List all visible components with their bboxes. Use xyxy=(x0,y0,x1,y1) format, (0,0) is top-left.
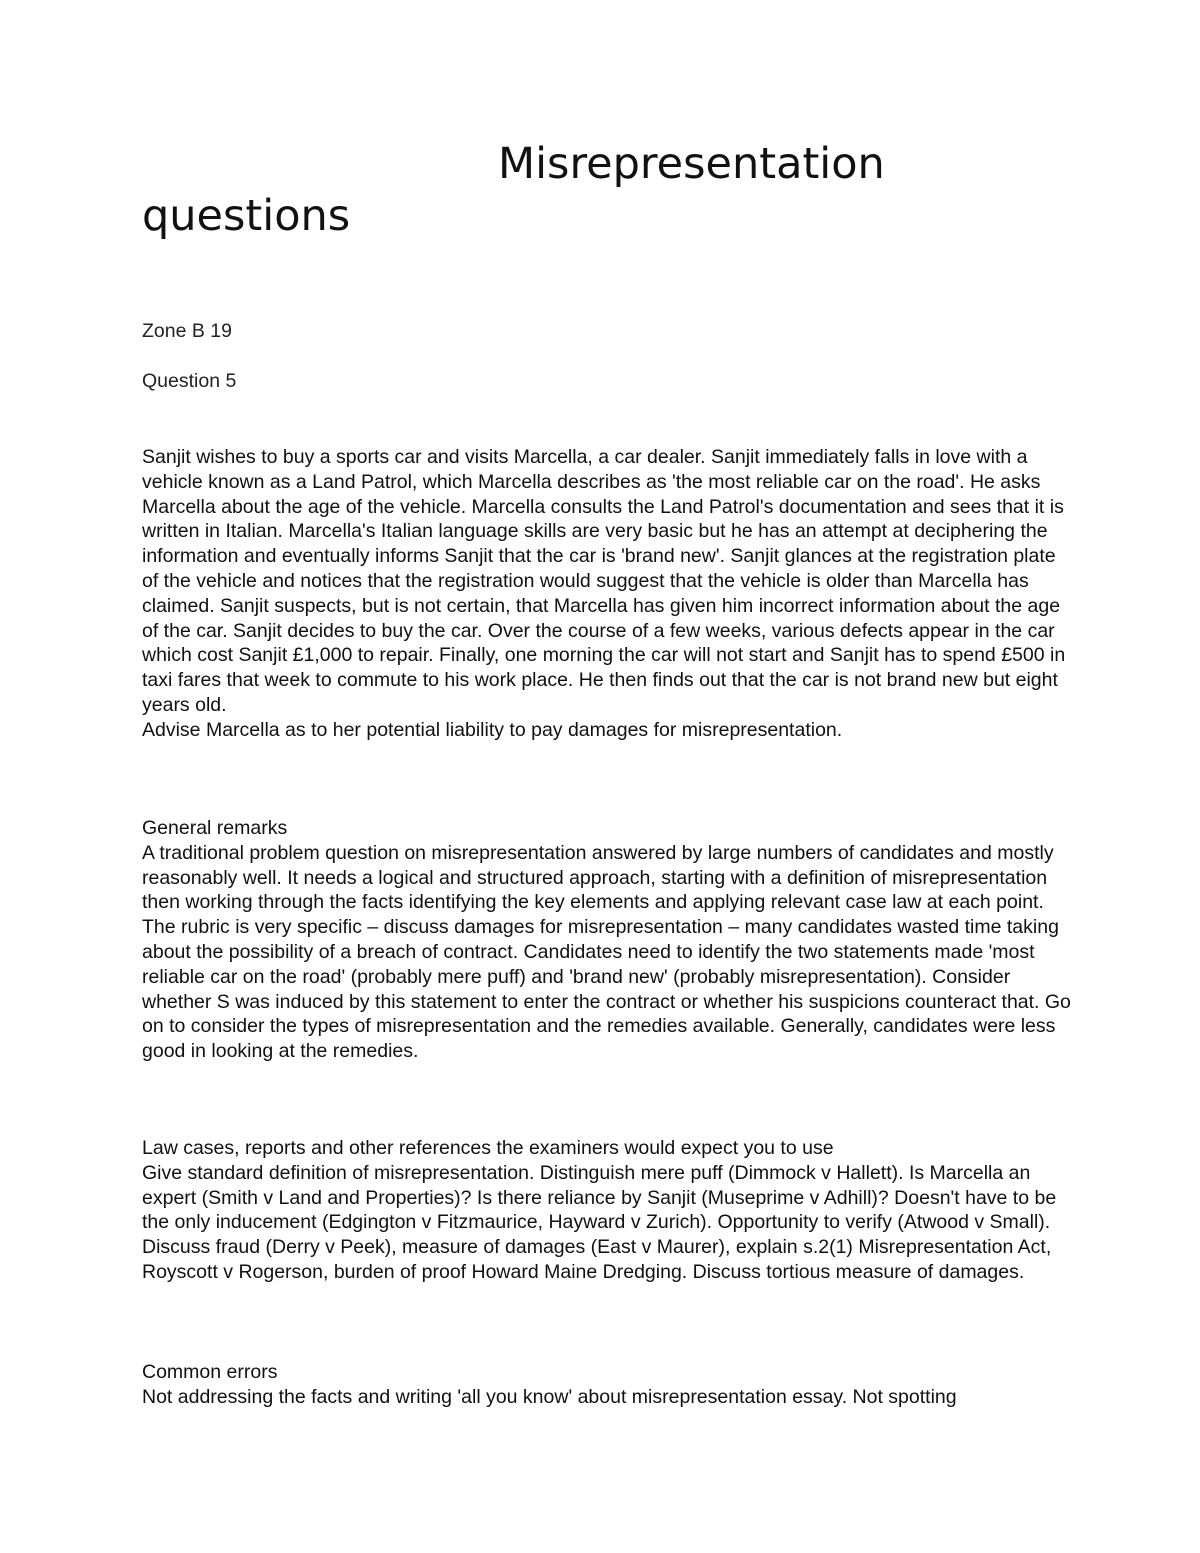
problem-section xyxy=(142,445,1077,743)
document-title xyxy=(142,138,1072,242)
general-remarks-heading: General remarks xyxy=(142,817,288,839)
law-cases-heading: Law cases, reports and other references the examiners would expect you to use xyxy=(142,1137,834,1159)
zone-label: Zone B 19 xyxy=(142,320,232,342)
title-line-1: Misrepresentation xyxy=(498,139,885,189)
common-errors-section xyxy=(142,1360,1077,1410)
general-remarks-text: A traditional problem question on misrepresentation answered by large numbers of candidates and mostly reasonably well. It needs a logical and structured approach, starting with a definition of misrepresentation then working through the facts identifying the key elements and applying relevant case law at each point. The rubric is very specific – discuss damages for misrepresentation – many candidates wasted time taking about the possibility of a breach of contract. Candidates need to identify the two statements made 'most reliable car on the road' (probably mere puff) and 'brand new' (probably misrepresentation). Consider whether S was induced by this statement to enter the contract or whether his suspicions counteract that. Go on to consider the types of misrepresentation and the remedies available. Generally, candidates were less good in looking at the remedies. xyxy=(142,841,1071,1063)
law-cases-text: Give standard definition of misrepresentation. Distinguish mere puff (Dimmock v Hallett). Is Marcella an expert (Smith v Land and Properties)? Is there reliance by Sanjit (Museprime v Adhill)? Doesn't have to be the only inducement (Edgington v Fitzmaurice, Hayward v Zurich). Opportunity to verify (Atwood v Small). Discuss fraud (Derry v Peek), measure of damages (East v Maurer), explain s.2(1) Misrepresentation Act, Royscott v Rogerson, burden of proof Howard Maine Dredging. Discuss tortious measure of damages. xyxy=(142,1161,1057,1283)
general-remarks-section xyxy=(142,816,1077,1064)
problem-instruction: Advise Marcella as to her potential liability to pay damages for misrepresentation. xyxy=(142,718,843,741)
problem-text: Sanjit wishes to buy a sports car and visits Marcella, a car dealer. Sanjit immediately falls in love with a vehicle known as a Land Patrol, which Marcella describes as 'the most reliable car on the road'. He asks Marcella about the age of the vehicle. Marcella consults the Land Patrol's documentation and sees that it is written in Italian. Marcella's Italian language skills are very basic but he has an attempt at deciphering the information and eventually informs Sanjit that the car is 'brand new'. Sanjit glances at the registration plate of the vehicle and notices that the registration would suggest that the vehicle is older than Marcella has claimed. Sanjit suspects, but is not certain, that Marcella has given him incorrect information about the age of the car. Sanjit decides to buy the car. Over the course of a few weeks, various defects appear in the car which cost Sanjit £1,000 to repair. Finally, one morning the car will not start and Sanjit has to spend £500 in taxi fares that week to commute to his work place. He then finds out that the car is not brand new but eight years old. xyxy=(142,446,1066,716)
common-errors-heading: Common errors xyxy=(142,1361,278,1383)
common-errors-text: Not addressing the facts and writing 'all you know' about misrepresentation essay. Not spotting xyxy=(142,1385,957,1408)
title-line-2: questions xyxy=(142,191,351,241)
question-label: Question 5 xyxy=(142,370,237,392)
law-cases-section xyxy=(142,1136,1077,1285)
